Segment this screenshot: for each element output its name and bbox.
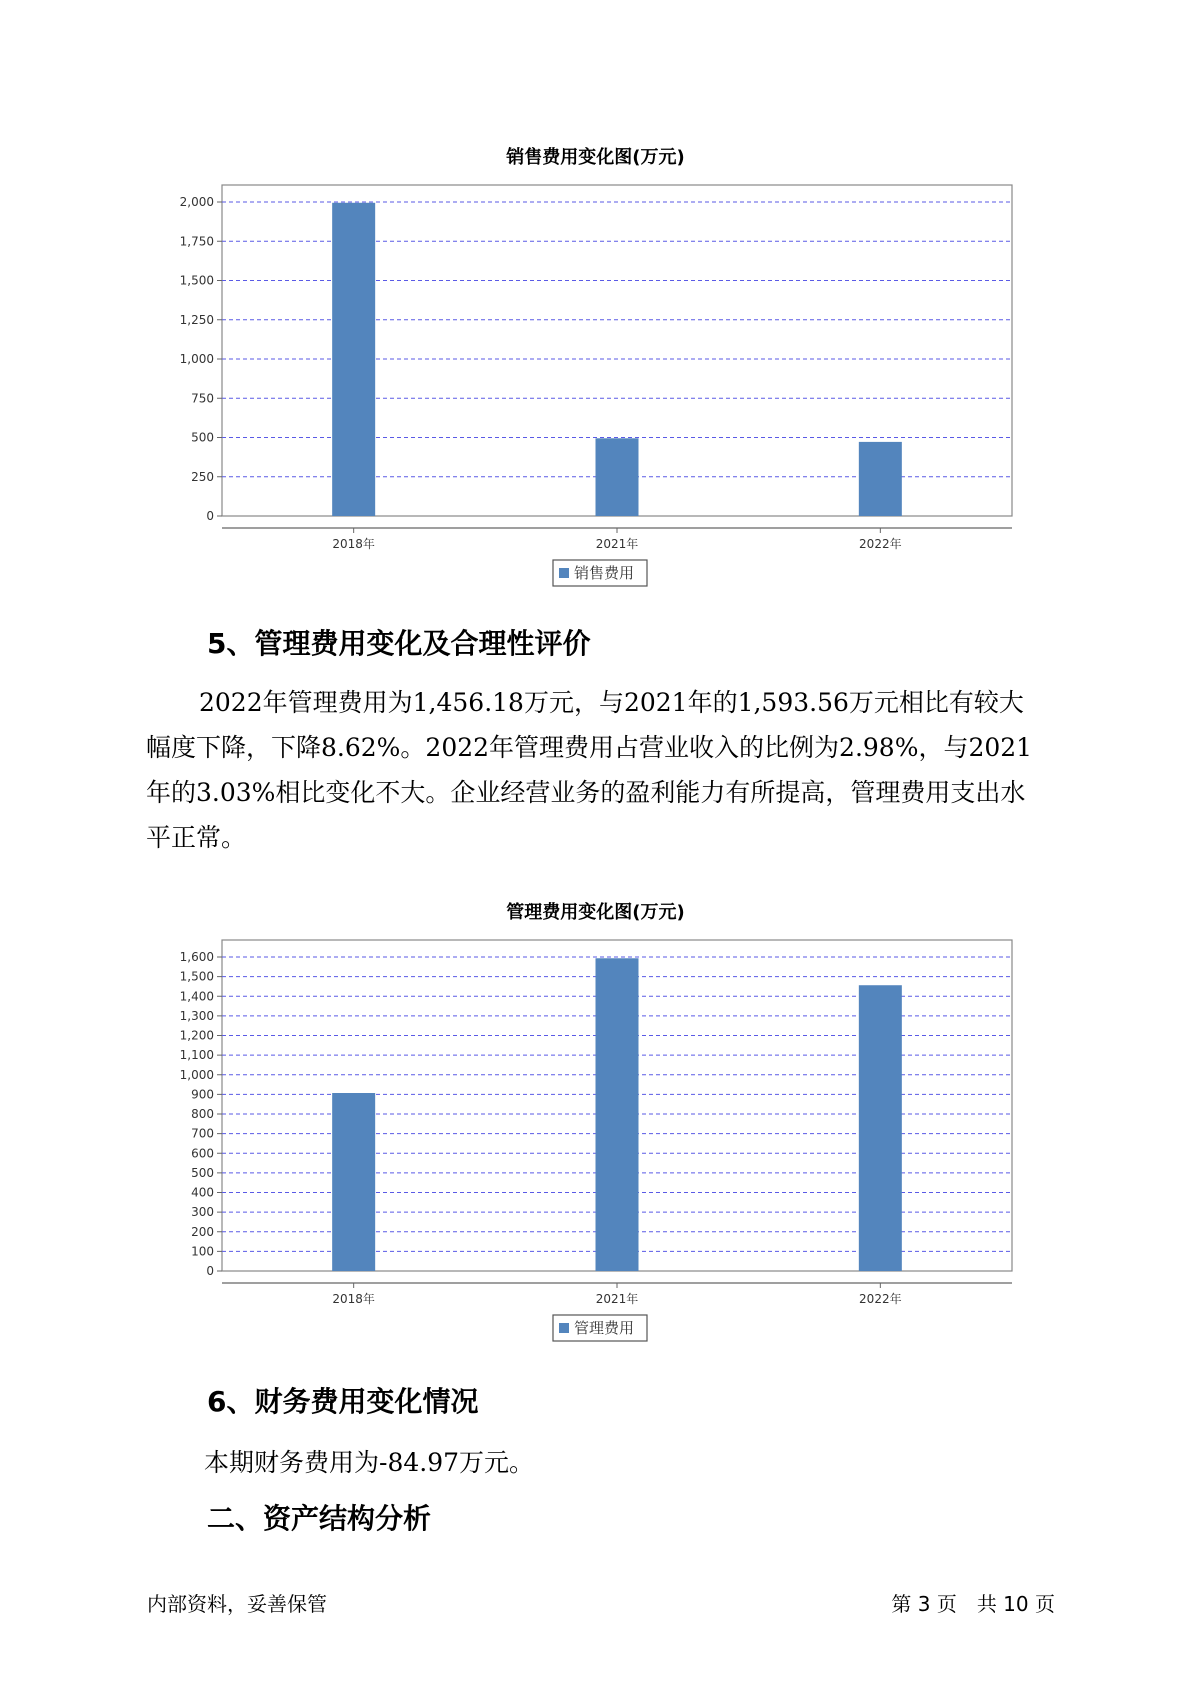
mgmt-expense-chart bbox=[0, 925, 1191, 1345]
y-tick-label: 2,000 bbox=[179, 195, 214, 209]
y-tick-label: 0 bbox=[206, 509, 214, 523]
y-tick-label: 1,000 bbox=[179, 1067, 214, 1082]
x-tick-label: 2022年 bbox=[859, 1292, 902, 1306]
mgmt-expense-chart-title: 管理费用变化图(万元) bbox=[506, 902, 685, 923]
sales-expense-chart-title: 销售费用变化图(万元) bbox=[506, 147, 685, 168]
y-tick-label: 1,100 bbox=[179, 1048, 214, 1063]
y-tick-label: 1,250 bbox=[179, 312, 214, 327]
bar bbox=[596, 438, 639, 516]
x-tick-label: 2021年 bbox=[595, 537, 639, 551]
y-tick-label: 200 bbox=[191, 1224, 214, 1239]
bar bbox=[859, 985, 902, 1271]
y-tick-label: 600 bbox=[191, 1146, 214, 1161]
bar bbox=[332, 203, 375, 516]
legend-label: 管理费用 bbox=[574, 1319, 635, 1337]
y-tick-label: 1,500 bbox=[179, 273, 214, 288]
y-tick-label: 1,000 bbox=[179, 352, 214, 366]
y-tick-label: 500 bbox=[191, 1165, 214, 1180]
bar bbox=[596, 958, 639, 1271]
x-tick-label: 2018年 bbox=[332, 537, 375, 551]
asset-structure-heading: 二、资产结构分析 bbox=[207, 1502, 432, 1535]
legend-swatch bbox=[559, 568, 569, 578]
y-tick-label: 700 bbox=[191, 1126, 214, 1141]
y-tick-label: 750 bbox=[191, 391, 214, 406]
y-tick-label: 100 bbox=[191, 1244, 214, 1259]
y-tick-label: 1,300 bbox=[179, 1008, 214, 1023]
mgmt-expense-text: 2022年管理费用为1,456.18万元，与2021年的1,593.56万元相比有较大幅度下降，下降8.62%。2022年管理费用占营业收入的比例为2.98%，与2021年的3.03%相比变化不大。企业经营业务的盈利能力有所提高，管理费用支出水平正常。 bbox=[146, 688, 1033, 852]
y-tick-label: 800 bbox=[191, 1107, 214, 1121]
mgmt-expense-paragraph bbox=[146, 680, 1046, 860]
y-tick-label: 250 bbox=[191, 469, 214, 484]
y-tick-label: 300 bbox=[191, 1205, 214, 1220]
finance-expense-heading: 6、财务费用变化情况 bbox=[207, 1385, 479, 1418]
footer-page-number: 第 3 页 共 10 页 bbox=[891, 1592, 1055, 1616]
y-tick-label: 400 bbox=[191, 1185, 214, 1200]
y-tick-label: 0 bbox=[206, 1264, 214, 1278]
bar bbox=[859, 442, 902, 516]
bar bbox=[332, 1093, 375, 1271]
y-tick-label: 1,500 bbox=[179, 969, 214, 984]
y-tick-label: 1,200 bbox=[179, 1028, 214, 1043]
x-tick-label: 2021年 bbox=[595, 1292, 639, 1306]
footer-confidential-note: 内部资料，妥善保管 bbox=[147, 1592, 327, 1616]
y-tick-label: 900 bbox=[191, 1087, 214, 1102]
y-tick-label: 1,400 bbox=[179, 989, 214, 1004]
x-tick-label: 2022年 bbox=[859, 537, 902, 551]
y-tick-label: 1,750 bbox=[179, 234, 214, 249]
mgmt-expense-heading: 5、管理费用变化及合理性评价 bbox=[207, 627, 591, 660]
y-tick-label: 500 bbox=[191, 430, 214, 445]
sales-expense-chart bbox=[0, 170, 1191, 620]
legend-swatch bbox=[559, 1323, 569, 1333]
finance-expense-text: 本期财务费用为-84.97万元。 bbox=[204, 1448, 535, 1477]
x-tick-label: 2018年 bbox=[332, 1292, 375, 1306]
y-tick-label: 1,600 bbox=[179, 950, 214, 964]
legend-label: 销售费用 bbox=[574, 564, 635, 582]
